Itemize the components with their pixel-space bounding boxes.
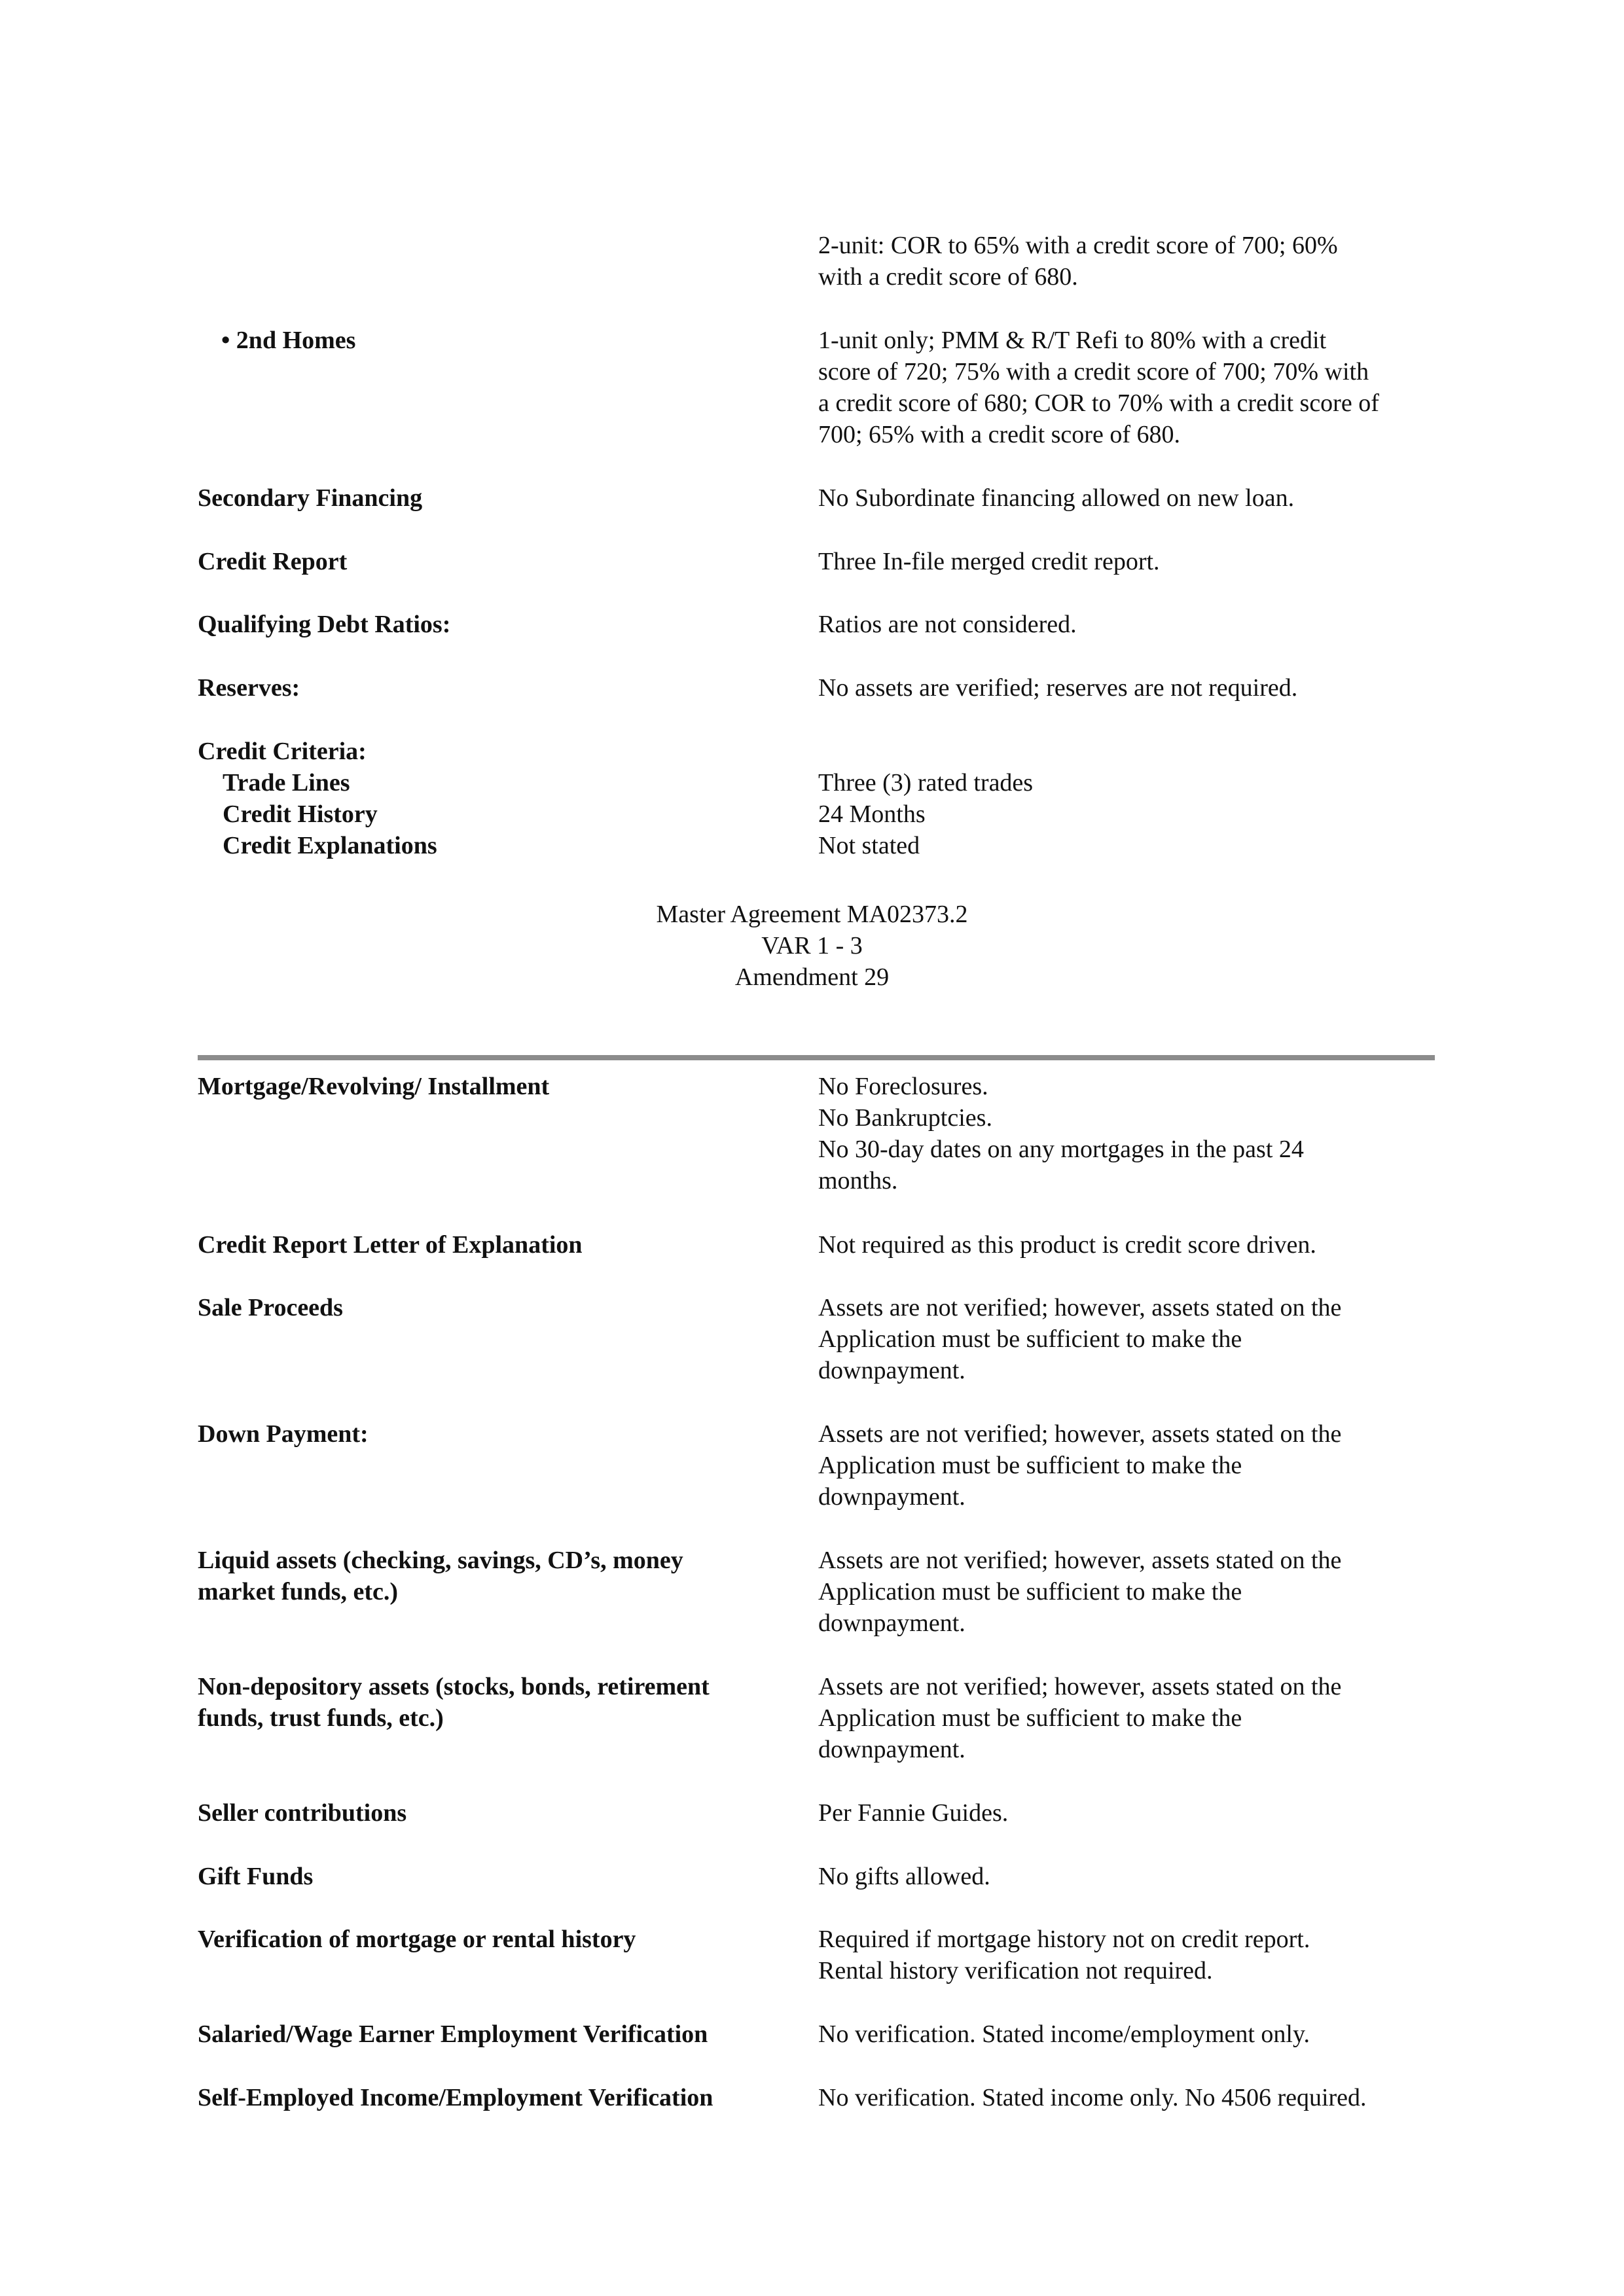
down-payment-line3: downpayment. xyxy=(818,1483,965,1511)
credit-explanations-label: Credit Explanations xyxy=(223,832,437,859)
down-payment-line2: Application must be sufficient to make the xyxy=(818,1452,1242,1479)
letter-of-explanation-label: Credit Report Letter of Explanation xyxy=(198,1231,583,1259)
qualifying-debt-ratios-value: Ratios are not considered. xyxy=(818,611,1077,638)
second-homes-value-line1: 1-unit only; PMM & R/T Refi to 80% with a credit xyxy=(818,327,1327,354)
mortgage-value-line2: No Bankruptcies. xyxy=(818,1104,992,1132)
mortgage-value-line1: No Foreclosures. xyxy=(818,1073,988,1100)
credit-criteria-label: Credit Criteria: xyxy=(198,738,367,765)
non-depository-line2: Application must be sufficient to make the xyxy=(818,1704,1242,1732)
mortgage-value-line4: months. xyxy=(818,1167,898,1194)
reserves-value: No assets are verified; reserves are not required. xyxy=(818,674,1298,702)
seller-contributions-label: Seller contributions xyxy=(198,1799,407,1827)
liquid-assets-line1: Assets are not verified; however, assets stated on the xyxy=(818,1547,1342,1574)
verification-of-mortgage-label: Verification of mortgage or rental history xyxy=(198,1926,636,1953)
secondary-financing-value: No Subordinate financing allowed on new loan. xyxy=(818,484,1295,512)
credit-report-label: Credit Report xyxy=(198,548,348,575)
salaried-verification-label: Salaried/Wage Earner Employment Verification xyxy=(198,2020,708,2048)
second-homes-label: • 2nd Homes xyxy=(221,327,356,354)
seller-contributions-value: Per Fannie Guides. xyxy=(818,1799,1009,1827)
letter-of-explanation-value: Not required as this product is credit score driven. xyxy=(818,1231,1316,1259)
sale-proceeds-line1: Assets are not verified; however, assets stated on the xyxy=(818,1294,1342,1321)
non-depository-line3: downpayment. xyxy=(818,1736,965,1763)
sale-proceeds-line3: downpayment. xyxy=(818,1357,965,1384)
liquid-assets-line2: Application must be sufficient to make the xyxy=(818,1578,1242,1605)
trade-lines-value: Three (3) rated trades xyxy=(818,769,1034,797)
credit-report-value: Three In-file merged credit report. xyxy=(818,548,1160,575)
footer-amendment: Amendment 29 xyxy=(734,963,890,991)
mortgage-value-line3: No 30-day dates on any mortgages in the past 24 xyxy=(818,1136,1304,1163)
self-employed-verification-label: Self-Employed Income/Employment Verification xyxy=(198,2084,713,2111)
sale-proceeds-line2: Application must be sufficient to make the xyxy=(818,1325,1242,1353)
non-depository-label-line1: Non-depository assets (stocks, bonds, retirement xyxy=(198,1673,710,1700)
credit-history-label: Credit History xyxy=(223,800,378,828)
verification-of-mortgage-line2: Rental history verification not required. xyxy=(818,1957,1213,1984)
liquid-assets-line3: downpayment. xyxy=(818,1609,965,1637)
two-unit-text-line1: 2-unit: COR to 65% with a credit score of 700; 60% xyxy=(818,232,1338,259)
second-homes-value-line2: score of 720; 75% with a credit score of 700; 70% with xyxy=(818,358,1369,386)
liquid-assets-label-line2: market funds, etc.) xyxy=(198,1578,399,1605)
page-divider xyxy=(198,1055,1435,1060)
trade-lines-label: Trade Lines xyxy=(223,769,350,797)
liquid-assets-label-line1: Liquid assets (checking, savings, CD’s, money xyxy=(198,1547,683,1574)
down-payment-label: Down Payment: xyxy=(198,1420,369,1448)
footer-var: VAR 1 - 3 xyxy=(761,932,863,960)
sale-proceeds-label: Sale Proceeds xyxy=(198,1294,343,1321)
non-depository-line1: Assets are not verified; however, assets stated on the xyxy=(818,1673,1342,1700)
two-unit-text-line2: with a credit score of 680. xyxy=(818,263,1078,291)
secondary-financing-label: Secondary Financing xyxy=(198,484,423,512)
non-depository-label-line2: funds, trust funds, etc.) xyxy=(198,1704,444,1732)
mortgage-revolving-label: Mortgage/Revolving/ Installment xyxy=(198,1073,550,1100)
credit-explanations-value: Not stated xyxy=(818,832,920,859)
credit-history-value: 24 Months xyxy=(818,800,926,828)
gift-funds-label: Gift Funds xyxy=(198,1863,314,1890)
second-homes-value-line3: a credit score of 680; COR to 70% with a credit score of xyxy=(818,389,1379,417)
footer-agreement: Master Agreement MA02373.2 xyxy=(656,901,968,928)
verification-of-mortgage-line1: Required if mortgage history not on credit report. xyxy=(818,1926,1310,1953)
qualifying-debt-ratios-label: Qualifying Debt Ratios: xyxy=(198,611,451,638)
down-payment-line1: Assets are not verified; however, assets stated on the xyxy=(818,1420,1342,1448)
self-employed-verification-value: No verification. Stated income only. No 4506 required. xyxy=(818,2084,1367,2111)
reserves-label: Reserves: xyxy=(198,674,300,702)
gift-funds-value: No gifts allowed. xyxy=(818,1863,990,1890)
salaried-verification-value: No verification. Stated income/employment only. xyxy=(818,2020,1310,2048)
second-homes-value-line4: 700; 65% with a credit score of 680. xyxy=(818,421,1180,448)
